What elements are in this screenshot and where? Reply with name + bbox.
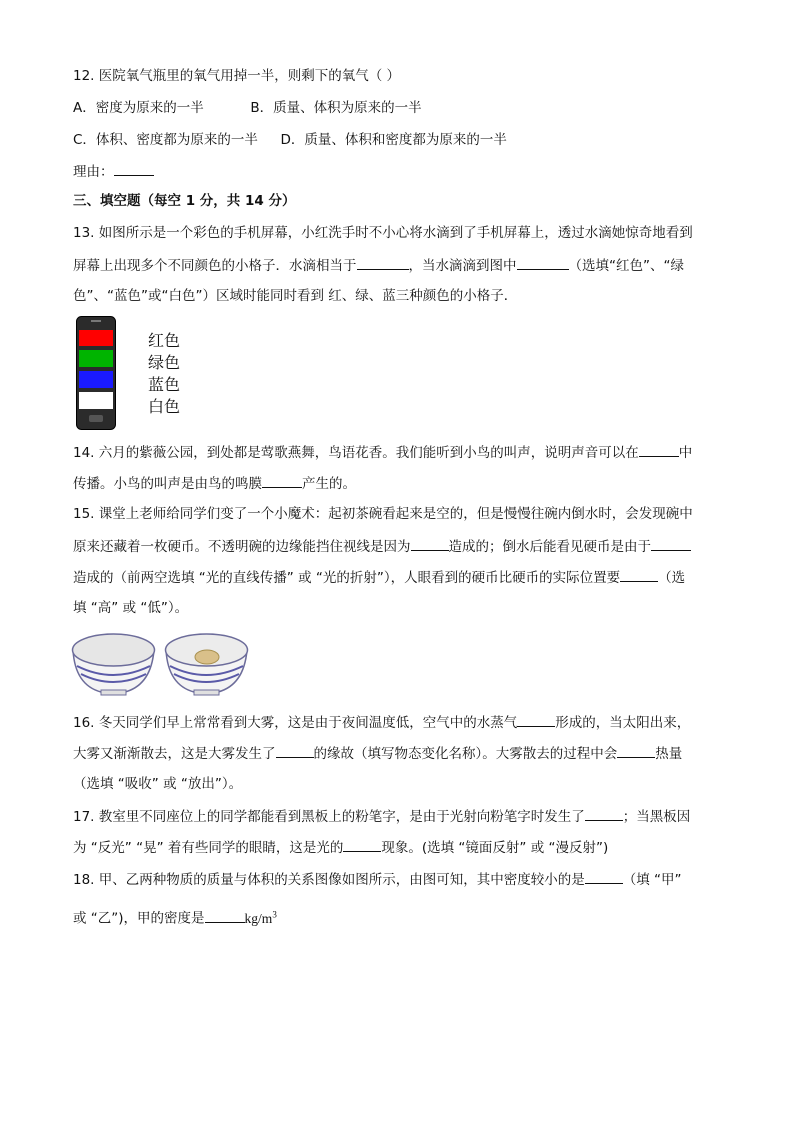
q14-blank-2[interactable]: [262, 473, 302, 488]
label-white: 白色: [148, 397, 181, 416]
empty-bowl: [73, 634, 155, 695]
q12-reason-blank[interactable]: [114, 161, 154, 176]
coin-icon: [195, 650, 219, 664]
q15-blank-1[interactable]: [411, 536, 449, 551]
q13-line3: 色”、“蓝色”或“白色”）区域时能同时看到 红、绿、蓝三种颜色的小格子．: [73, 288, 518, 304]
q17-text-b: ；当黑板因: [622, 809, 691, 825]
q16-text-d: 的缘故（填写物态变化名称）。大雾散去的过程中会: [313, 746, 618, 762]
q14-line1: [73, 442, 734, 463]
q13-blank-2[interactable]: [517, 255, 569, 270]
q18-line1: [73, 869, 734, 890]
q15-line2: [73, 536, 734, 557]
q18-blank-1[interactable]: [585, 869, 623, 884]
q14-text-d: 产生的。: [302, 476, 356, 492]
phone-speaker: [91, 320, 101, 322]
q15-line3: [73, 567, 734, 588]
q15-text-d: （选: [658, 570, 686, 586]
q16-blank-2[interactable]: [276, 743, 314, 758]
q15-text-c: 造成的（前两空选填 “光的直线传播” 或 “光的折射”），人眼看到的硬币比硬币的实际位置要: [73, 570, 621, 586]
q13-text-b: ，当水滴滴到图中: [408, 258, 517, 274]
q18-text-b: （填 “甲”: [622, 872, 682, 888]
q18-text-a: 18. 甲、乙两种物质的质量与体积的关系图像如图所示，由图可知，其中密度较小的是: [73, 872, 585, 888]
q16-text-a: 16. 冬天同学们早上常常看到大雾，这是由于夜间温度低，空气中的水蒸气: [73, 715, 518, 731]
q14-text-b: 中: [678, 445, 693, 461]
q17-line1: [73, 806, 734, 827]
q12-option-a: A．密度为原来的一半: [73, 100, 204, 116]
q17-blank-1[interactable]: [585, 806, 623, 821]
bowl-with-coin: [166, 634, 248, 695]
q15-text-b: 造成的；倒水后能看见硬币是由于: [448, 539, 651, 555]
q16-text-e: 热量: [655, 746, 683, 762]
q14-blank-1[interactable]: [639, 442, 679, 457]
q16-text-b: 形成的，当太阳出来，: [555, 715, 691, 731]
q18-unit-text: kg/m: [244, 910, 273, 926]
q13-blank-1[interactable]: [357, 255, 409, 270]
q14-text-c: 传播。小鸟的叫声是由鸟的鸣膜: [73, 476, 262, 492]
q18-line2: [73, 904, 734, 929]
label-red: 红色: [148, 331, 181, 350]
q18-unit-exponent: 3: [272, 909, 277, 919]
q18-blank-2[interactable]: [205, 908, 245, 923]
phone-green-area: [79, 350, 113, 367]
q13-text-a: 屏幕上出现多个不同颜色的小格子．水滴相当于: [73, 258, 357, 274]
q12-option-b: B．质量、体积为原来的一半: [250, 100, 422, 116]
q16-blank-1[interactable]: [517, 712, 555, 727]
q15-text-a: 原来还藏着一枚硬币。不透明碗的边缘能挡住视线是因为: [73, 539, 411, 555]
bowls-figure: [71, 630, 251, 698]
phone-blue-area: [79, 371, 113, 388]
phone-home-button: [89, 415, 103, 422]
section-title: 三、填空题（每空 1 分，共 14 分）: [73, 193, 296, 209]
label-blue: 蓝色: [148, 375, 181, 394]
phone-red-area: [79, 330, 113, 346]
q18-text-c: 或 “乙”)，甲的密度是: [73, 910, 205, 927]
q16-line2: [73, 743, 734, 764]
q16-blank-3[interactable]: [617, 743, 655, 758]
q12-reason: [73, 161, 734, 182]
q12-option-c: C．体积、密度都为原来的一半: [73, 132, 258, 148]
q15-blank-3[interactable]: [620, 567, 658, 582]
phone-screen-figure: [76, 316, 116, 430]
q16-line1: [73, 712, 734, 733]
q13-text-c: （选填“红色”、“绿: [568, 258, 684, 274]
q13-line1: 13. 如图所示是一个彩色的手机屏幕，小红洗手时不小心将水滴到了手机屏幕上，透过水滴她惊奇地看到: [73, 225, 693, 241]
q12-stem: 12. 医院氧气瓶里的氧气用掉一半，则剩下的氧气（ ）: [73, 68, 401, 84]
q16-line3: （选填 “吸收” 或 “放出”）。: [73, 776, 243, 792]
q15-line1: 15. 课堂上老师给同学们变了一个小魔术：起初茶碗看起来是空的，但是慢慢往碗内倒水时，会发现碗中: [73, 506, 693, 522]
q17-text-c: 为 “反光” “晃” 着有些同学的眼睛，这是光的: [73, 840, 344, 856]
q17-line2: [73, 837, 734, 858]
q15-blank-2[interactable]: [651, 536, 691, 551]
q12-option-d: D．质量、体积和密度都为原来的一半: [280, 132, 507, 148]
q16-text-c: 大雾又渐渐散去，这是大雾发生了: [73, 746, 276, 762]
q14-line2: [73, 473, 734, 494]
q18-unit: [245, 911, 277, 926]
q13-line2: [73, 255, 734, 276]
q12-reason-label: 理由：: [73, 164, 114, 180]
phone-white-area: [79, 392, 113, 409]
q12-options-cd: [73, 130, 734, 150]
q15-line4: 填 “高” 或 “低”）。: [73, 600, 189, 616]
label-green: 绿色: [148, 353, 181, 372]
q12-options-ab: [73, 98, 734, 118]
q17-text-d: 现象。(选填 “镜面反射” 或 “漫反射”): [381, 840, 609, 856]
q17-text-a: 17. 教室里不同座位上的同学都能看到黑板上的粉笔字，是由于光射向粉笔字时发生了: [73, 809, 585, 825]
q14-text-a: 14. 六月的紫薇公园，到处都是莺歌燕舞，鸟语花香。我们能听到小鸟的叫声，说明声音可以在: [73, 445, 639, 461]
q17-blank-2[interactable]: [343, 837, 381, 852]
